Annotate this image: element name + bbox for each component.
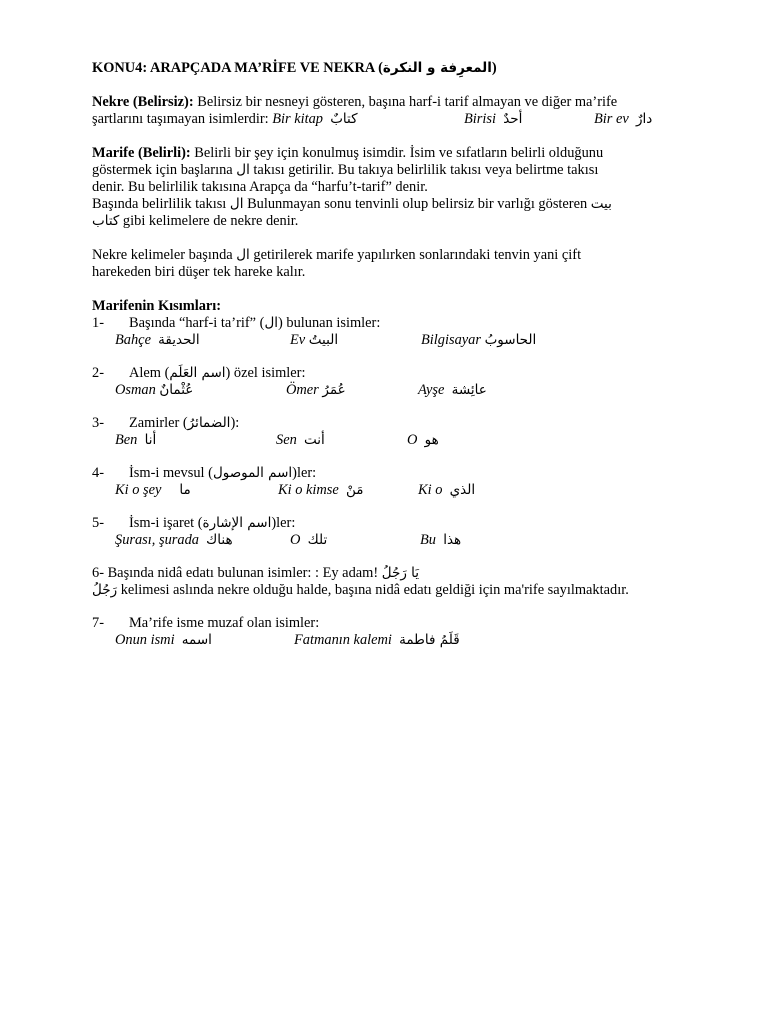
list-item-3: 3- Zamirler (الضمائرُ): xyxy=(92,415,240,431)
tenvin-line2: harekeden biri düşer tek hareke kalır. xyxy=(92,264,306,280)
title-arabic: المعرِفة و النكرة xyxy=(382,60,492,76)
list-item-7-examples: Onun ismi اسمه Fatmanın kalemi قَلَمُ فاطمة xyxy=(115,632,460,648)
marife-line4: Başında belirlilik takısı ال Bulunmayan sonu tenvinli olup belirsiz bir varlığı gösteren بيت xyxy=(92,196,612,212)
list-item-3-examples: Ben أنا Sen أنت O هو xyxy=(115,432,439,448)
list-item-7: 7- Ma’rife isme muzaf olan isimler: xyxy=(92,615,320,631)
list-item-1-examples: Bahçe الحديقة Ev البيتُ Bilgisayar الحاسوبُ xyxy=(115,332,537,348)
list-item-6: 6- Başında nidâ edatı bulunan isimler: : Ey adam! يَا رَجُلُ xyxy=(92,565,420,581)
marife-label: Marife (Belirli): xyxy=(92,145,191,161)
list-item-1: 1- Başında “harf-i ta’rif” (ال) bulunan isimler: xyxy=(92,315,381,331)
document-page xyxy=(92,60,692,649)
list-item-6-note: رَجُلُ kelimesi aslında nekre olduğu halde, başına nidâ edatı geldiği için ma'rife sayılmaktadır. xyxy=(92,582,629,598)
nekre-paragraph-line1: Nekre (Belirsiz): Belirsiz bir nesneyi gösteren, başına harf-i tarif almayan ve diğer ma’rife xyxy=(92,94,618,110)
nekre-label: Nekre (Belirsiz): xyxy=(92,94,194,110)
marife-line1: Marife (Belirli): Belirli bir şey için konulmuş isimdir. İsim ve sıfatların belirli olduğunu xyxy=(92,145,604,161)
marife-line5: كتاب gibi kelimelere de nekre denir. xyxy=(92,213,299,229)
nekre-paragraph-line2: şartlarını taşımayan isimlerdir: Bir kitap كتابٌ Birisi أحدٌ Bir ev دارٌ xyxy=(92,111,653,127)
kisimlar-heading: Marifenin Kısımları: xyxy=(92,298,222,314)
tenvin-line1: Nekre kelimeler başında ال getirilerek marife yapılırken sonlarındaki tenvin yani çift xyxy=(92,247,582,263)
list-item-2-examples: Osman عُثْمانٌ Ömer عُمَرُ Ayşe عائِشة xyxy=(115,382,487,398)
marife-line3: denir. Bu belirlilik takısına Arapça da “harfu’t-tarif” denir. xyxy=(92,179,428,195)
list-item-5-examples: Şurası, şurada هناك O تلك Bu هذا xyxy=(115,532,462,548)
marife-line2: göstermek için başlarına ال takısı getirilir. Bu takıya belirlilik takısı veya belirtme takısı xyxy=(92,162,599,178)
list-item-4: 4- İsm-i mevsul (اسم الموصول)ler: xyxy=(92,465,317,481)
document-title: KONU4: ARAPÇADA MA’RİFE VE NEKRA (المعرِفة و النكرة) xyxy=(92,60,497,76)
list-item-2: 2- Alem (اسم العَلَم) özel isimler: xyxy=(92,365,306,381)
list-item-4-examples: Ki o şey ما Ki o kimse مَنْ Ki o الذي xyxy=(115,482,476,498)
list-item-5: 5- İsm-i işaret (اسم الإشارة)ler: xyxy=(92,515,296,531)
